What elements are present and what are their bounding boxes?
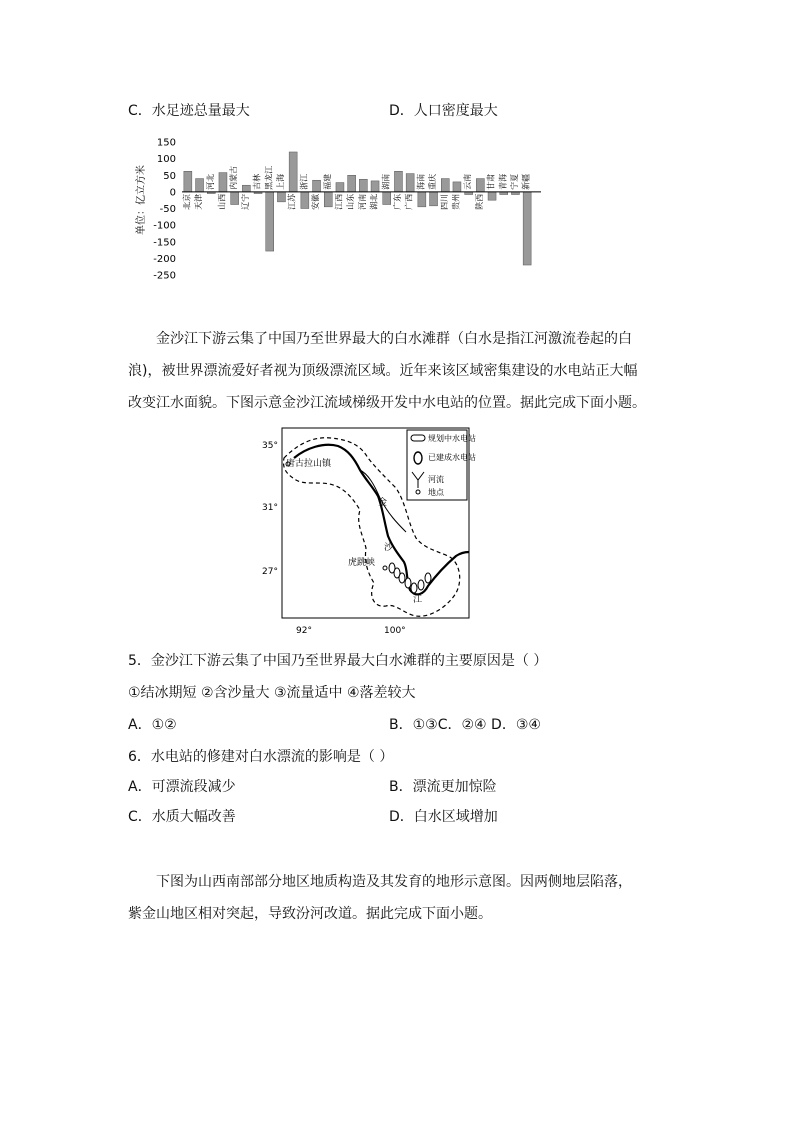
chart-x-tick-label: 陕西 [474,193,484,210]
chart-bar [336,183,344,192]
chart-x-tick-label: 河南 [357,193,367,210]
chart-y-tick-label: -50 [159,204,176,215]
chart-x-tick-label: 福建 [322,173,332,190]
chart-bar [324,192,332,207]
chart-x-tick-label: 新疆 [521,173,531,190]
q5-options-bcd: B．①③C．②④ D．③④ [389,717,541,733]
jinsha-river-map [256,428,476,638]
q6-stem: 6．水电站的修建对白水漂流的影响是（ ） [128,749,394,765]
chart-x-tick-label: 广西 [404,193,414,210]
chart-bar [348,175,356,192]
chart-x-tick-label: 重庆 [428,173,438,190]
chart-bar [231,192,239,205]
chart-y-tick-label: -200 [153,253,176,265]
chart-bar [289,152,297,192]
passage-line: 改变江水面貌。下图示意金沙江流域梯级开发中水电站的位置。据此完成下面小题。 [128,395,646,411]
q6-option-a: A．可漂流段减少 [128,779,236,795]
chart-y-tick-label: -150 [153,237,176,249]
lon-92: 92° [296,626,312,636]
chart-x-tick-label: 内蒙古 [229,165,239,190]
planned-station-icon [411,435,425,441]
chart-bar [406,174,414,192]
chart-bar [418,192,426,207]
map-river-char-2: 沙 [384,543,394,553]
chart-bar [523,192,531,265]
chart-x-tick-label: 海南 [416,173,426,190]
chart-bar [196,179,204,192]
q5-stem: 5．金沙江下游云集了中国乃至世界最大白水滩群的主要原因是（ ） [128,653,548,669]
chart-bar [301,192,309,209]
chart-y-tick-label: -250 [153,270,176,282]
chart-y-tick-label: -100 [153,220,176,232]
chart-bar [277,192,285,202]
chart-x-tick-label: 上海 [275,173,285,190]
chart-bar [394,171,402,192]
chart-bar [430,192,438,206]
chart-bar [453,182,461,192]
q5-items: ①结冰期短 ②含沙量大 ③流量适中 ④落差较大 [128,685,416,701]
water-footprint-chart [128,132,558,287]
lon-100: 100° [384,626,406,636]
chart-y-tick-label: 0 [169,187,176,199]
chart-bar [242,185,250,192]
passage-line: 浪)，被世界漂流爱好者视为顶级漂流区域。近年来该区域密集建设的水电站正大幅 [128,363,638,379]
map-legend [407,430,476,500]
chart-bar [476,179,484,192]
chart-x-tick-label: 贵州 [451,193,461,210]
legend-built: 已建成水电站 [428,453,476,462]
map-gorge-label: 虎跳峡 [348,558,376,568]
chart-x-tick-label: 青海 [498,173,508,190]
passage-line: 紫金山地区相对突起，导致汾河改道。据此完成下面小题。 [128,906,492,922]
chart-x-tick-label: 湖北 [369,193,379,210]
q6-option-c: C．水质大幅改善 [128,809,236,825]
legend-planned: 规划中水电站 [428,434,476,443]
option-d: D．人口密度最大 [389,103,498,119]
map-river-char-3: 江 [413,595,423,605]
legend-place: 地点 [428,488,444,497]
legend-river: 河流 [428,475,444,484]
chart-x-tick-label: 黑龙江 [264,165,274,190]
chart-y-tick-label: 150 [156,137,176,149]
lat-35: 35° [262,441,278,451]
passage-shanxi [128,866,668,930]
chart-x-tick-label: 江西 [334,193,344,210]
lat-31: 31° [262,503,278,513]
chart-bar [359,179,367,192]
q6-option-d: D．白水区域增加 [389,809,498,825]
chart-y-tick-label: 100 [156,154,176,166]
q6-option-b: B．漂流更加惊险 [389,779,497,795]
chart-x-tick-label: 辽宁 [240,193,250,210]
chart-bar [383,192,391,205]
chart-x-tick-label: 河北 [205,173,215,190]
passage-line: 下图为山西南部部分地区地质构造及其发育的地形示意图。因两侧地层陷落， [156,874,632,890]
chart-y-label: 单位：亿立方米 [136,165,147,235]
chart-bar [313,180,321,192]
passage-jinsha [128,323,668,419]
option-c: C．水足迹总量最大 [128,103,250,119]
chart-bar [488,192,496,200]
q5-option-a: A．①② [128,717,177,733]
place-icon [416,490,420,494]
chart-x-tick-label: 四川 [439,193,449,210]
chart-bar [441,179,449,192]
chart-y-tick-label: 50 [163,170,176,182]
chart-bar [371,181,379,192]
map-river-char-1: 金 [378,498,388,508]
chart-x-tick-label: 安徽 [311,193,321,210]
chart-x-tick-label: 江苏 [287,193,297,210]
chart-x-tick-label: 天津 [194,193,204,210]
chart-x-tick-label: 宁夏 [509,173,519,190]
passage-line: 金沙江下游云集了中国乃至世界最大的白水滩群（白水是指江河激流卷起的白 [156,331,632,347]
lat-27: 27° [262,567,278,577]
chart-bar [266,192,274,251]
chart-x-tick-label: 山东 [346,193,356,210]
chart-bar [219,173,227,192]
chart-x-tick-label: 山西 [217,193,227,210]
chart-x-tick-label: 甘肃 [486,173,496,190]
chart-bar [184,171,192,192]
gorge-marker [383,566,387,570]
map-town-label: 唐古拉山镇 [286,459,332,469]
built-station-icon [414,452,422,464]
chart-x-tick-label: 北京 [182,193,192,210]
chart-x-tick-label: 浙江 [299,173,309,190]
chart-x-tick-label: 广东 [392,193,402,210]
chart-x-tick-label: 湖南 [381,173,391,190]
chart-x-tick-label: 云南 [463,173,473,190]
chart-x-tick-label: 吉林 [252,173,262,190]
